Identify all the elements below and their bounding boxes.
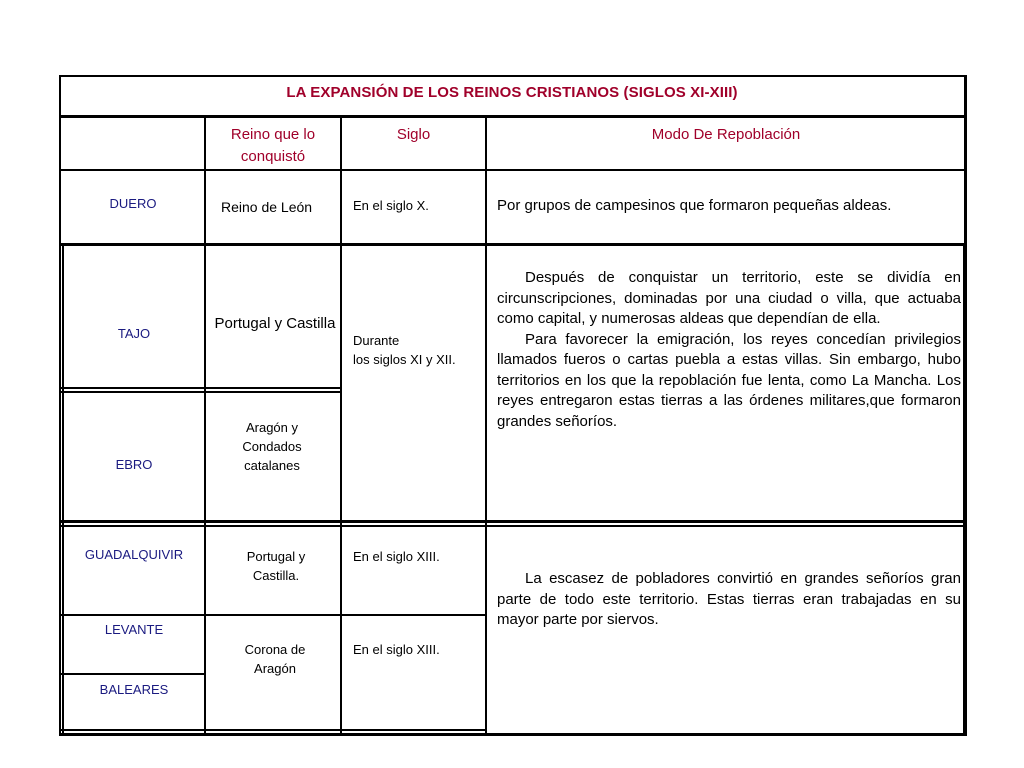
modo-paragraph-1: Después de conquistar un territorio, este se dividía en circunscripciones, dominadas por una ciudad o villa, que actuaba como capital, y numerosas aldeas que dependían de ella. — [497, 269, 961, 327]
reino-guadalquivir: Portugal y Castilla. — [246, 549, 306, 583]
header-reino: Reino que lo conquistó — [230, 126, 316, 165]
table-rule — [59, 115, 967, 118]
reino-levante: Corona de Aragón — [244, 642, 306, 676]
siglo-tajo-line2: los siglos XI y XII. — [353, 352, 456, 367]
table-rule — [204, 115, 206, 735]
region-levante: LEVANTE — [104, 622, 164, 637]
reino-tajo: Portugal y Castilla — [214, 315, 336, 332]
modo-duero: Por grupos de campesinos que formaron pequeñas aldeas. — [497, 197, 892, 214]
modo-south: La escasez de pobladores convirtió en grandes señoríos gran parte de todo este territorio. Estas tierras eran trabajadas en su mayor parte por siervos. — [497, 570, 961, 628]
table-rule — [59, 614, 487, 616]
table-rule — [59, 391, 341, 393]
siglo-levante: En el siglo XIII. — [353, 642, 440, 657]
table-rule — [340, 115, 342, 735]
table-title: LA EXPANSIÓN DE LOS REINOS CRISTIANOS (SIGLOS XI-XIII) — [286, 84, 738, 101]
reino-ebro: Aragón y Condados catalanes — [242, 420, 302, 473]
table-rule — [59, 520, 967, 523]
region-ebro: EBRO — [115, 457, 153, 472]
siglo-tajo-ebro — [353, 331, 483, 369]
table-rule — [59, 169, 967, 171]
siglo-duero: En el siglo X. — [353, 198, 429, 213]
table-rule — [59, 673, 206, 675]
siglo-guadalquivir: En el siglo XIII. — [353, 549, 440, 564]
region-baleares: BALEARES — [99, 682, 169, 697]
region-guadalquivir: GUADALQUIVIR — [84, 547, 184, 562]
header-siglo: Siglo — [396, 126, 431, 143]
table-rule — [59, 525, 967, 527]
table-rule — [59, 729, 487, 731]
table-rule — [485, 115, 487, 735]
table-rule — [963, 245, 965, 735]
table-rule — [59, 387, 341, 389]
region-tajo: TAJO — [117, 326, 151, 341]
modo-tajo-ebro — [497, 268, 961, 432]
region-duero: DUERO — [109, 196, 157, 211]
siglo-tajo-line1: Durante — [353, 333, 400, 348]
table-rule — [62, 245, 64, 735]
header-modo: Modo De Repoblación — [651, 126, 801, 143]
table-rule — [59, 243, 967, 246]
modo-paragraph-2: Para favorecer la emigración, los reyes concedían privilegios llamados fueros o cartas puebla a estas villas. Sin embargo, hubo territorios en los que la repoblación fue lenta, como La Mancha. Los reyes entregaron estas tierras a las órdenes militares,que formaron grandes señoríos. — [497, 330, 961, 430]
reino-duero: Reino de León — [221, 199, 313, 215]
